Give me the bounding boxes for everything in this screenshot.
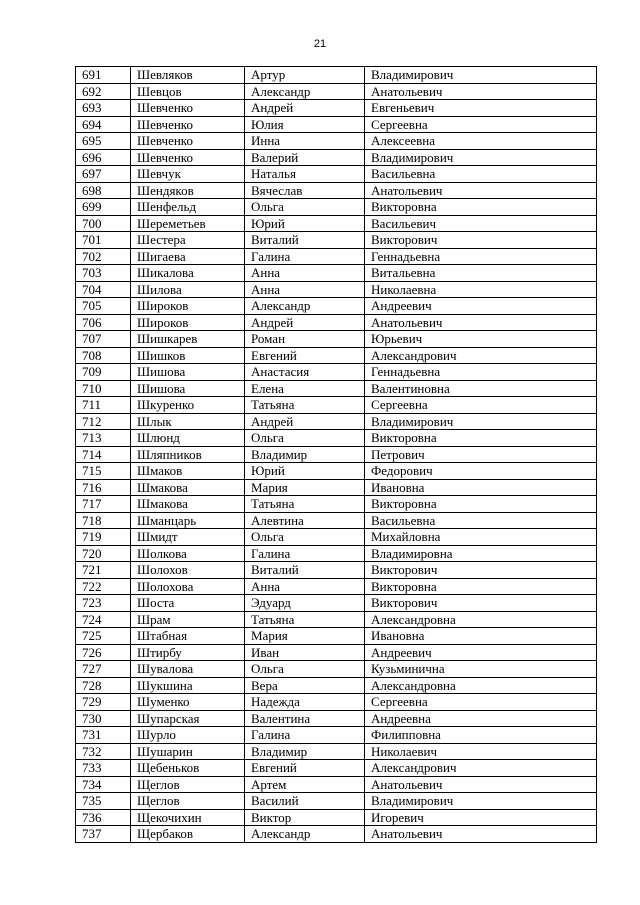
patronymic-cell: Сергеевна — [365, 116, 597, 133]
last-name-cell: Шевченко — [131, 133, 245, 150]
row-number-cell: 705 — [76, 298, 131, 315]
row-number-cell: 713 — [76, 430, 131, 447]
last-name-cell: Шевляков — [131, 67, 245, 84]
last-name-cell: Шлык — [131, 413, 245, 430]
last-name-cell: Шмакова — [131, 479, 245, 496]
patronymic-cell: Викторович — [365, 232, 597, 249]
patronymic-cell: Александрович — [365, 760, 597, 777]
table-row — [76, 793, 597, 810]
first-name-cell: Ольга — [245, 199, 365, 216]
patronymic-cell: Владимирович — [365, 413, 597, 430]
first-name-cell: Надежда — [245, 694, 365, 711]
table-row — [76, 364, 597, 381]
first-name-cell: Татьяна — [245, 397, 365, 414]
table-row — [76, 644, 597, 661]
row-number-cell: 720 — [76, 545, 131, 562]
first-name-cell: Татьяна — [245, 496, 365, 513]
row-number-cell: 737 — [76, 826, 131, 843]
patronymic-cell: Владимирович — [365, 67, 597, 84]
patronymic-cell: Андреевич — [365, 644, 597, 661]
patronymic-cell: Викторовна — [365, 199, 597, 216]
patronymic-cell: Витальевна — [365, 265, 597, 282]
last-name-cell: Шуменко — [131, 694, 245, 711]
first-name-cell: Евгений — [245, 347, 365, 364]
table-row — [76, 413, 597, 430]
last-name-cell: Шукшина — [131, 677, 245, 694]
first-name-cell: Роман — [245, 331, 365, 348]
last-name-cell: Шурло — [131, 727, 245, 744]
row-number-cell: 716 — [76, 479, 131, 496]
row-number-cell: 712 — [76, 413, 131, 430]
patronymic-cell: Анатольевич — [365, 83, 597, 100]
row-number-cell: 736 — [76, 809, 131, 826]
row-number-cell: 707 — [76, 331, 131, 348]
table-row — [76, 199, 597, 216]
last-name-cell: Щербаков — [131, 826, 245, 843]
patronymic-cell: Владимирович — [365, 149, 597, 166]
first-name-cell: Виталий — [245, 232, 365, 249]
row-number-cell: 723 — [76, 595, 131, 612]
last-name-cell: Щеглов — [131, 776, 245, 793]
table-row — [76, 331, 597, 348]
last-name-cell: Шолкова — [131, 545, 245, 562]
first-name-cell: Елена — [245, 380, 365, 397]
table-row — [76, 776, 597, 793]
first-name-cell: Юрий — [245, 463, 365, 480]
patronymic-cell: Васильевна — [365, 512, 597, 529]
page-number: 21 — [313, 38, 327, 50]
table-row — [76, 479, 597, 496]
first-name-cell: Юлия — [245, 116, 365, 133]
first-name-cell: Вячеслав — [245, 182, 365, 199]
table-row — [76, 826, 597, 843]
last-name-cell: Штирбу — [131, 644, 245, 661]
last-name-cell: Шевцов — [131, 83, 245, 100]
patronymic-cell: Андреевич — [365, 298, 597, 315]
patronymic-cell: Анатольевич — [365, 776, 597, 793]
table-row — [76, 298, 597, 315]
patronymic-cell: Александровна — [365, 611, 597, 628]
last-name-cell: Шлюнд — [131, 430, 245, 447]
table-row — [76, 149, 597, 166]
table-row — [76, 496, 597, 513]
last-name-cell: Шляпников — [131, 446, 245, 463]
patronymic-cell: Кузьминична — [365, 661, 597, 678]
roster-table — [75, 66, 597, 843]
row-number-cell: 703 — [76, 265, 131, 282]
table-row — [76, 67, 597, 84]
row-number-cell: 715 — [76, 463, 131, 480]
patronymic-cell: Сергеевна — [365, 694, 597, 711]
last-name-cell: Шувалова — [131, 661, 245, 678]
patronymic-cell: Анатольевич — [365, 314, 597, 331]
table-row — [76, 166, 597, 183]
row-number-cell: 731 — [76, 727, 131, 744]
patronymic-cell: Викторович — [365, 562, 597, 579]
row-number-cell: 732 — [76, 743, 131, 760]
last-name-cell: Шупарская — [131, 710, 245, 727]
patronymic-cell: Ивановна — [365, 628, 597, 645]
table-row — [76, 314, 597, 331]
patronymic-cell: Филипповна — [365, 727, 597, 744]
last-name-cell: Шолохов — [131, 562, 245, 579]
last-name-cell: Шилова — [131, 281, 245, 298]
last-name-cell: Шишова — [131, 380, 245, 397]
first-name-cell: Александр — [245, 83, 365, 100]
row-number-cell: 728 — [76, 677, 131, 694]
row-number-cell: 698 — [76, 182, 131, 199]
first-name-cell: Галина — [245, 248, 365, 265]
table-row — [76, 578, 597, 595]
first-name-cell: Александр — [245, 826, 365, 843]
patronymic-cell: Геннадьевна — [365, 364, 597, 381]
row-number-cell: 734 — [76, 776, 131, 793]
last-name-cell: Штабная — [131, 628, 245, 645]
last-name-cell: Шоста — [131, 595, 245, 612]
first-name-cell: Ольга — [245, 661, 365, 678]
row-number-cell: 704 — [76, 281, 131, 298]
patronymic-cell: Владимировна — [365, 545, 597, 562]
first-name-cell: Анна — [245, 578, 365, 595]
table-row — [76, 710, 597, 727]
first-name-cell: Валентина — [245, 710, 365, 727]
last-name-cell: Шикалова — [131, 265, 245, 282]
row-number-cell: 719 — [76, 529, 131, 546]
row-number-cell: 711 — [76, 397, 131, 414]
last-name-cell: Щебеньков — [131, 760, 245, 777]
last-name-cell: Шрам — [131, 611, 245, 628]
last-name-cell: Шманцарь — [131, 512, 245, 529]
last-name-cell: Шевченко — [131, 100, 245, 117]
table-row — [76, 760, 597, 777]
row-number-cell: 722 — [76, 578, 131, 595]
first-name-cell: Инна — [245, 133, 365, 150]
first-name-cell: Виктор — [245, 809, 365, 826]
first-name-cell: Валерий — [245, 149, 365, 166]
row-number-cell: 700 — [76, 215, 131, 232]
table-row — [76, 347, 597, 364]
patronymic-cell: Юрьевич — [365, 331, 597, 348]
first-name-cell: Андрей — [245, 314, 365, 331]
table-row — [76, 694, 597, 711]
patronymic-cell: Михайловна — [365, 529, 597, 546]
patronymic-cell: Александровна — [365, 677, 597, 694]
row-number-cell: 725 — [76, 628, 131, 645]
last-name-cell: Шевченко — [131, 149, 245, 166]
first-name-cell: Ольга — [245, 529, 365, 546]
last-name-cell: Широков — [131, 298, 245, 315]
table-row — [76, 446, 597, 463]
first-name-cell: Вера — [245, 677, 365, 694]
table-row — [76, 562, 597, 579]
table-row — [76, 809, 597, 826]
table-row — [76, 182, 597, 199]
row-number-cell: 718 — [76, 512, 131, 529]
last-name-cell: Шевчук — [131, 166, 245, 183]
last-name-cell: Шестера — [131, 232, 245, 249]
last-name-cell: Шишова — [131, 364, 245, 381]
first-name-cell: Анна — [245, 281, 365, 298]
first-name-cell: Владимир — [245, 446, 365, 463]
roster-table-body — [76, 67, 597, 843]
table-row — [76, 611, 597, 628]
first-name-cell: Юрий — [245, 215, 365, 232]
last-name-cell: Шолохова — [131, 578, 245, 595]
row-number-cell: 714 — [76, 446, 131, 463]
table-row — [76, 133, 597, 150]
patronymic-cell: Викторовна — [365, 578, 597, 595]
patronymic-cell: Владимирович — [365, 793, 597, 810]
row-number-cell: 729 — [76, 694, 131, 711]
first-name-cell: Артем — [245, 776, 365, 793]
table-row — [76, 743, 597, 760]
last-name-cell: Щеглов — [131, 793, 245, 810]
row-number-cell: 726 — [76, 644, 131, 661]
row-number-cell: 699 — [76, 199, 131, 216]
patronymic-cell: Ивановна — [365, 479, 597, 496]
last-name-cell: Шмидт — [131, 529, 245, 546]
row-number-cell: 702 — [76, 248, 131, 265]
row-number-cell: 730 — [76, 710, 131, 727]
row-number-cell: 724 — [76, 611, 131, 628]
patronymic-cell: Викторовна — [365, 496, 597, 513]
patronymic-cell: Викторович — [365, 595, 597, 612]
row-number-cell: 735 — [76, 793, 131, 810]
first-name-cell: Владимир — [245, 743, 365, 760]
first-name-cell: Василий — [245, 793, 365, 810]
table-row — [76, 430, 597, 447]
row-number-cell: 696 — [76, 149, 131, 166]
first-name-cell: Алевтина — [245, 512, 365, 529]
patronymic-cell: Геннадьевна — [365, 248, 597, 265]
first-name-cell: Александр — [245, 298, 365, 315]
row-number-cell: 709 — [76, 364, 131, 381]
first-name-cell: Галина — [245, 545, 365, 562]
last-name-cell: Шенфельд — [131, 199, 245, 216]
last-name-cell: Шмакова — [131, 496, 245, 513]
row-number-cell: 692 — [76, 83, 131, 100]
first-name-cell: Мария — [245, 479, 365, 496]
patronymic-cell: Анатольевич — [365, 182, 597, 199]
last-name-cell: Шендяков — [131, 182, 245, 199]
first-name-cell: Анна — [245, 265, 365, 282]
patronymic-cell: Игоревич — [365, 809, 597, 826]
row-number-cell: 693 — [76, 100, 131, 117]
table-row — [76, 595, 597, 612]
row-number-cell: 721 — [76, 562, 131, 579]
first-name-cell: Андрей — [245, 413, 365, 430]
patronymic-cell: Алексеевна — [365, 133, 597, 150]
patronymic-cell: Александрович — [365, 347, 597, 364]
last-name-cell: Шереметьев — [131, 215, 245, 232]
patronymic-cell: Николаевна — [365, 281, 597, 298]
row-number-cell: 708 — [76, 347, 131, 364]
row-number-cell: 697 — [76, 166, 131, 183]
row-number-cell: 691 — [76, 67, 131, 84]
last-name-cell: Широков — [131, 314, 245, 331]
last-name-cell: Шкуренко — [131, 397, 245, 414]
first-name-cell: Ольга — [245, 430, 365, 447]
last-name-cell: Шишкарев — [131, 331, 245, 348]
last-name-cell: Шигаева — [131, 248, 245, 265]
row-number-cell: 694 — [76, 116, 131, 133]
patronymic-cell: Сергеевна — [365, 397, 597, 414]
patronymic-cell: Федорович — [365, 463, 597, 480]
patronymic-cell: Васильевич — [365, 215, 597, 232]
table-row — [76, 545, 597, 562]
patronymic-cell: Евгеньевич — [365, 100, 597, 117]
table-row — [76, 397, 597, 414]
table-row — [76, 215, 597, 232]
table-row — [76, 628, 597, 645]
first-name-cell: Мария — [245, 628, 365, 645]
row-number-cell: 710 — [76, 380, 131, 397]
last-name-cell: Шевченко — [131, 116, 245, 133]
patronymic-cell: Валентиновна — [365, 380, 597, 397]
first-name-cell: Галина — [245, 727, 365, 744]
first-name-cell: Иван — [245, 644, 365, 661]
row-number-cell: 727 — [76, 661, 131, 678]
last-name-cell: Щекочихин — [131, 809, 245, 826]
first-name-cell: Виталий — [245, 562, 365, 579]
row-number-cell: 706 — [76, 314, 131, 331]
table-row — [76, 380, 597, 397]
table-row — [76, 116, 597, 133]
table-row — [76, 727, 597, 744]
patronymic-cell: Николаевич — [365, 743, 597, 760]
table-row — [76, 463, 597, 480]
patronymic-cell: Андреевна — [365, 710, 597, 727]
row-number-cell: 717 — [76, 496, 131, 513]
first-name-cell: Андрей — [245, 100, 365, 117]
patronymic-cell: Викторовна — [365, 430, 597, 447]
table-row — [76, 529, 597, 546]
table-row — [76, 512, 597, 529]
first-name-cell: Татьяна — [245, 611, 365, 628]
row-number-cell: 701 — [76, 232, 131, 249]
table-row — [76, 83, 597, 100]
table-row — [76, 265, 597, 282]
table-row — [76, 100, 597, 117]
table-row — [76, 248, 597, 265]
first-name-cell: Наталья — [245, 166, 365, 183]
table-row — [76, 661, 597, 678]
first-name-cell: Артур — [245, 67, 365, 84]
last-name-cell: Шушарин — [131, 743, 245, 760]
first-name-cell: Эдуард — [245, 595, 365, 612]
row-number-cell: 695 — [76, 133, 131, 150]
first-name-cell: Евгений — [245, 760, 365, 777]
patronymic-cell: Петрович — [365, 446, 597, 463]
first-name-cell: Анастасия — [245, 364, 365, 381]
table-row — [76, 232, 597, 249]
row-number-cell: 733 — [76, 760, 131, 777]
patronymic-cell: Анатольевич — [365, 826, 597, 843]
table-row — [76, 281, 597, 298]
patronymic-cell: Васильевна — [365, 166, 597, 183]
last-name-cell: Шишков — [131, 347, 245, 364]
table-row — [76, 677, 597, 694]
last-name-cell: Шмаков — [131, 463, 245, 480]
